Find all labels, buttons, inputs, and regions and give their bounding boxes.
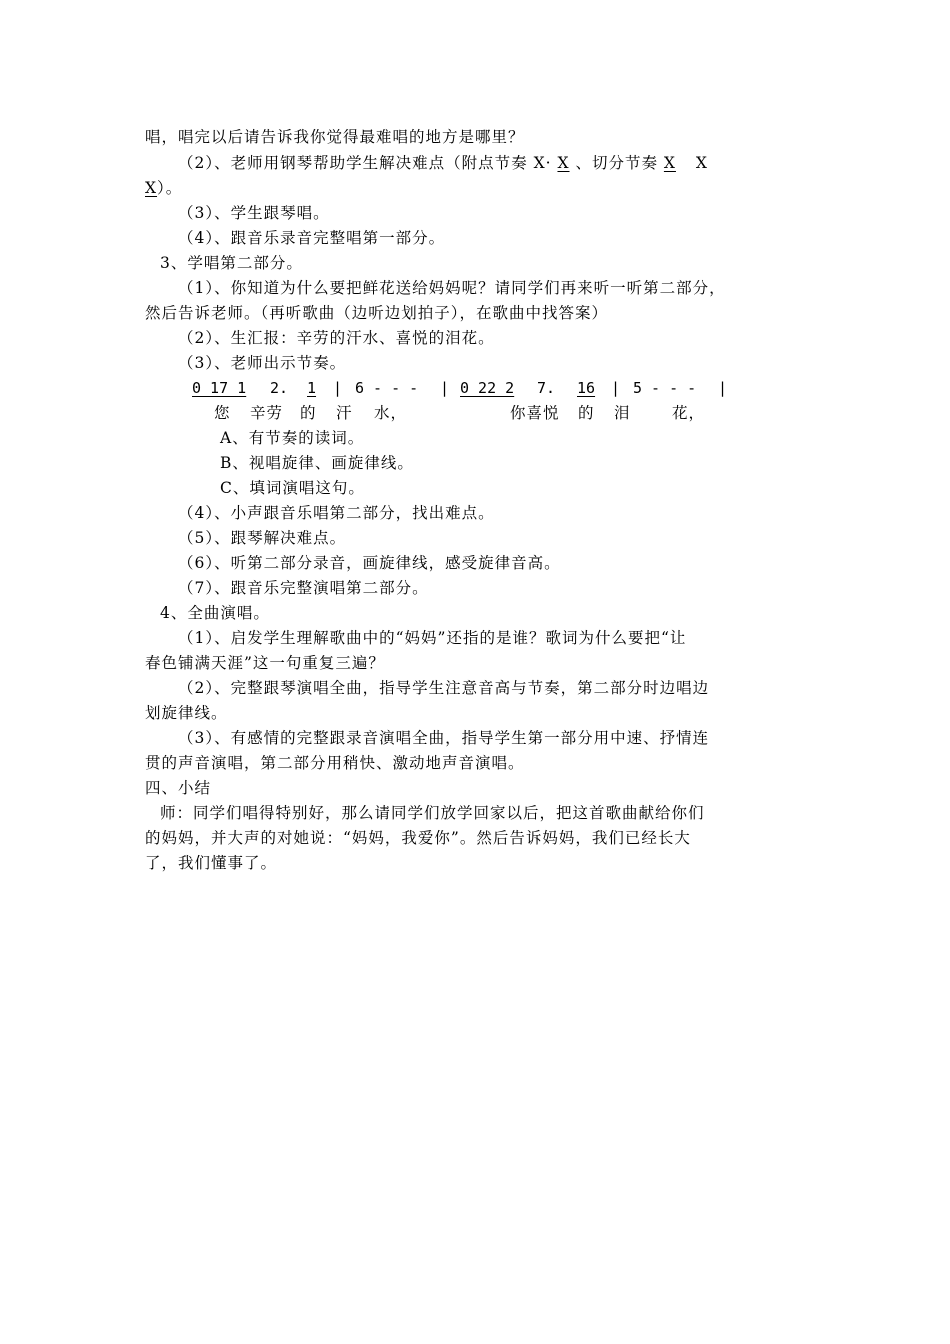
text-line: 唱，唱完以后请告诉我你觉得最难唱的地方是哪里？ <box>145 128 525 146</box>
text-line: 春色铺满天涯”这一句重复三遍？ <box>145 654 385 672</box>
text-line: 贯的声音演唱，第二部分用稍快、激动地声音演唱。 <box>145 754 525 772</box>
text-line: （1）、启发学生理解歌曲中的“妈妈”还指的是谁？歌词为什么要把“让 <box>178 629 687 647</box>
text-line: 然后告诉老师。（再听歌曲（边听边划拍子），在歌曲中找答案） <box>145 304 609 322</box>
text-line: C、填词演唱这句。 <box>220 479 365 497</box>
text-line: A、有节奏的读词。 <box>220 429 365 447</box>
text-line: （2）、完整跟琴演唱全曲，指导学生注意音高与节奏，第二部分时边唱边 <box>178 679 710 697</box>
text-line: （4）、跟音乐录音完整唱第一部分。 <box>178 229 446 247</box>
text-line: 的妈妈，并大声的对她说：“妈妈，我爱你”。然后告诉妈妈，我们已经长大 <box>145 829 691 847</box>
text-line: 划旋律线。 <box>145 704 228 722</box>
text-line: （2）、老师用钢琴帮助学生解决难点（附点节奏 X· X 、切分节奏 X X <box>178 154 708 172</box>
section-heading: 四、小结 <box>145 779 212 797</box>
text-line: （1）、你知道为什么要把鲜花送给妈妈呢？请同学们再来听一听第二部分， <box>178 279 726 297</box>
text-line: （7）、跟音乐完整演唱第二部分。 <box>178 579 429 597</box>
text-line: X）。 <box>145 179 183 197</box>
text-line: 了，我们懂事了。 <box>145 854 278 872</box>
text-line: （6）、听第二部分录音，画旋律线，感受旋律音高。 <box>178 554 561 572</box>
text-line: （3）、学生跟琴唱。 <box>178 204 330 222</box>
text-line: （2）、生汇报：辛劳的汗水、喜悦的泪花。 <box>178 329 495 347</box>
section-heading: 3、学唱第二部分。 <box>160 254 303 272</box>
text-line: 师：同学们唱得特别好，那么请同学们放学回家以后，把这首歌曲献给你们 <box>160 804 705 822</box>
text-line: （3）、有感情的完整跟录音演唱全曲，指导学生第一部分用中速、抒情连 <box>178 729 710 747</box>
text-line: （5）、跟琴解决难点。 <box>178 529 347 547</box>
text-line: （4）、小声跟音乐唱第二部分，找出难点。 <box>178 504 495 522</box>
text-line: （3）、老师出示节奏。 <box>178 354 347 372</box>
document-page: 唱，唱完以后请告诉我你觉得最难唱的地方是哪里？ （2）、老师用钢琴帮助学生解决难点（附点节奏 X· X 、切分节奏 X X X）。 （3）、学生跟琴唱。 （4）、跟音乐录音完整唱第一部分。 3、学唱第二部分。 （1）、你知道为什么要把鲜花送给妈妈呢？请同学们再来听一听第二部分， 然后告诉老师。（再听歌曲（边听边划拍子），在歌曲中找答案） （2）、生汇报：辛劳的汗水、喜悦的泪花。 （3）、老师出示节奏。 0 17 1 2. 1 | 6 - - - | 0 22 2 7. 16 | 5 - - - | 您 辛劳 的 汗 水， 你喜悦 的 泪 花， A、有节奏的读词。 B、视唱旋律、画旋律线。 C、填词演唱这句。 （4）、小声跟音乐唱第二部分，找出难点。 （5）、跟琴解决难点。 （6）、听第二部分录音，画旋律线，感受旋律音高。 （7）、跟音乐完整演唱第二部分。 4、全曲演唱。 （1）、启发学生理解歌曲中的“妈妈”还指的是谁？歌词为什么要把“让 春色铺满天涯”这一句重复三遍？ （2）、完整跟琴演唱全曲，指导学生注意音高与节奏，第二部分时边唱边 划旋律线。 （3）、有感情的完整跟录音演唱全曲，指导学生第一部分用中速、抒情连 贯的声音演唱，第二部分用稍快、激动地声音演唱。 四、小结 师：同学们唱得特别好，那么请同学们放学回家以后，把这首歌曲献给你们 的妈妈，并大声的对她说：“妈妈，我爱你”。然后告诉妈妈，我们已经长大 了，我们懂事了。 <box>145 128 728 872</box>
section-heading: 4、全曲演唱。 <box>160 604 270 622</box>
text-line: B、视唱旋律、画旋律线。 <box>220 454 414 472</box>
